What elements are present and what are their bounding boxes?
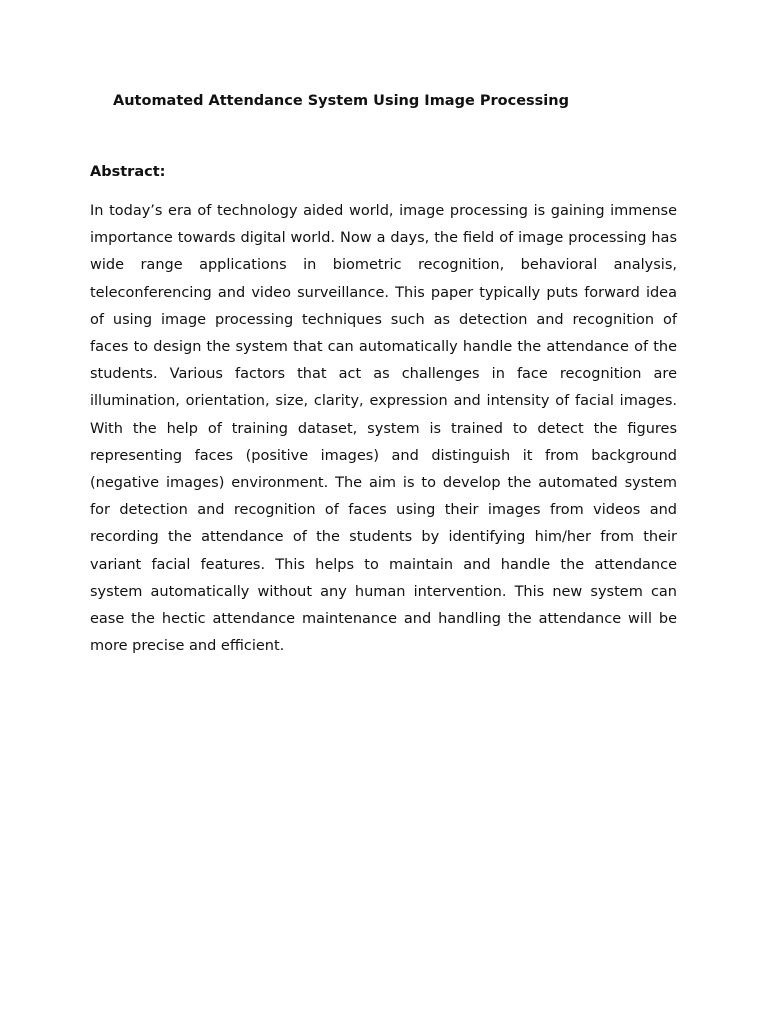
paper-title: Automated Attendance System Using Image Processing (113, 93, 569, 109)
abstract-paragraph: In today’s era of technology aided world, image processing is gaining immense importance towards digital world. Now a days, the field of image processing has wide range applications in biometric recognition, behavioral analysis, teleconferencing and video surveillance. This paper typically puts forward idea of using image processing techniques such as detection and recognition of faces to design the system that can automatically handle the attendance of the students. Various factors that act as challenges in face recognition are illumination, orientation, size, clarity, expression and intensity of facial images. With the help of training dataset, system is trained to detect the figures representing faces (positive images) and distinguish it from background (negative images) environment. The aim is to develop the automated system for detection and recognition of faces using their images from videos and recording the attendance of the students by identifying him/her from their variant facial features. This helps to maintain and handle the attendance system automatically without any human intervention. This new system can ease the hectic attendance maintenance and handling the attendance will be more precise and efficient. (90, 203, 677, 655)
abstract-heading: Abstract: (90, 164, 166, 180)
